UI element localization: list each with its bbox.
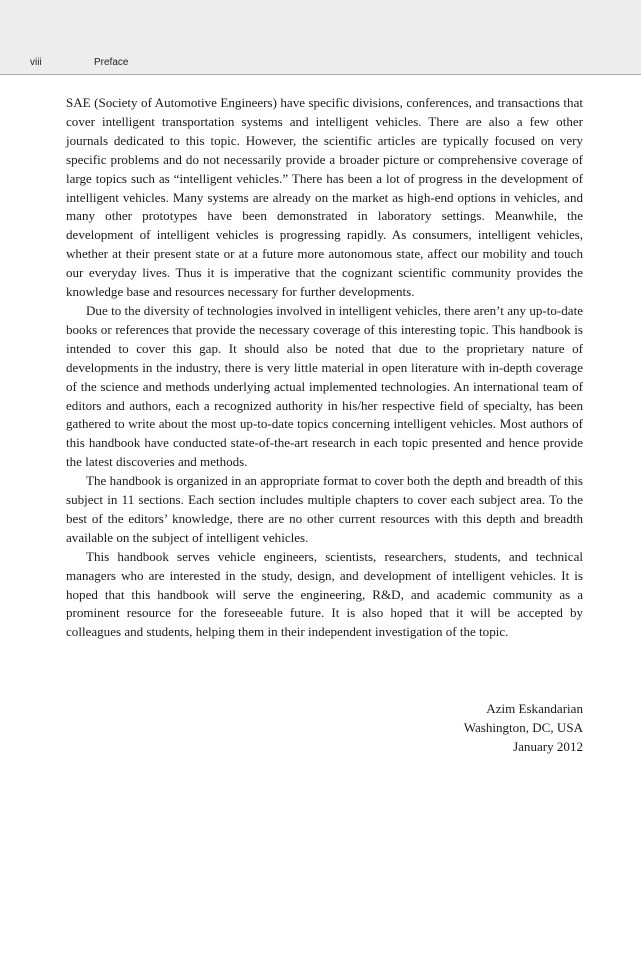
- signature-block: [300, 700, 583, 757]
- author-name: Azim Eskandarian: [486, 701, 583, 716]
- author-location: Washington, DC, USA: [463, 719, 583, 735]
- paragraph: SAE (Society of Automotive Engineers) have specific divisions, conferences, and transactions that cover intelligent transportation systems and intelligent vehicles. There are also a few other journals dedicated to this topic. However, the scientific articles are typically focused on very specific problems and do not necessarily provide a broader picture or comprehensive coverage of large topics such as “intelligent vehicles.” There has been a lot of progress in the development of intelligent vehicles. Many systems are already on the market as high-end options in vehicles, and many other prototypes have been demonstrated in laboratory settings. Meanwhile, the development of intelligent vehicles is progressing rapidly. As consumers, intelligent vehicles, whether at their present state or at a future more autonomous state, affect our mobility and touch our everyday lives. Thus it is imperative that the cognizant scientific community provides the knowledge base and resources necessary for further developments.: [66, 95, 583, 300]
- running-header: [0, 0, 641, 75]
- paragraph: The handbook is organized in an appropriate format to cover both the depth and breadth of this subject in 11 sections. Each section includes multiple chapters to cover each subject area. To the best of the editors’ knowledge, there are no other current resources with this depth and breadth available on the subject of intelligent vehicles.: [66, 473, 583, 545]
- paragraph: This handbook serves vehicle engineers, scientists, researchers, students, and technical managers who are interested in the study, design, and development of intelligent vehicles. It is hoped that this handbook will serve the engineering, R&D, and academic community as a prominent resource for the foreseeable future. It is also hoped that it will be accepted by colleagues and students, helping them in their independent investigation of the topic.: [66, 548, 583, 640]
- paragraph: Due to the diversity of technologies involved in intelligent vehicles, there aren’t any up-to-date books or references that provide the necessary coverage of this interesting topic. This handbook is intended to cover this gap. It should also be noted that due to the proprietary nature of developments in the industry, there is very little material in open literature with in-depth coverage of the science and methods underlying actual implemented technologies. An international team of editors and authors, each a recognized authority in his/her respective field of specialty, has been gathered to write about the most up-to-date topics concerning intelligent vehicles. Most authors of this handbook have conducted state-of-the-art research in each topic presented and hence provide the latest discoveries and methods.: [66, 302, 583, 470]
- preface-body: [66, 94, 583, 642]
- running-header-title: Preface: [94, 57, 129, 68]
- preface-date: January 2012: [513, 738, 583, 754]
- page-number: viii: [30, 57, 42, 68]
